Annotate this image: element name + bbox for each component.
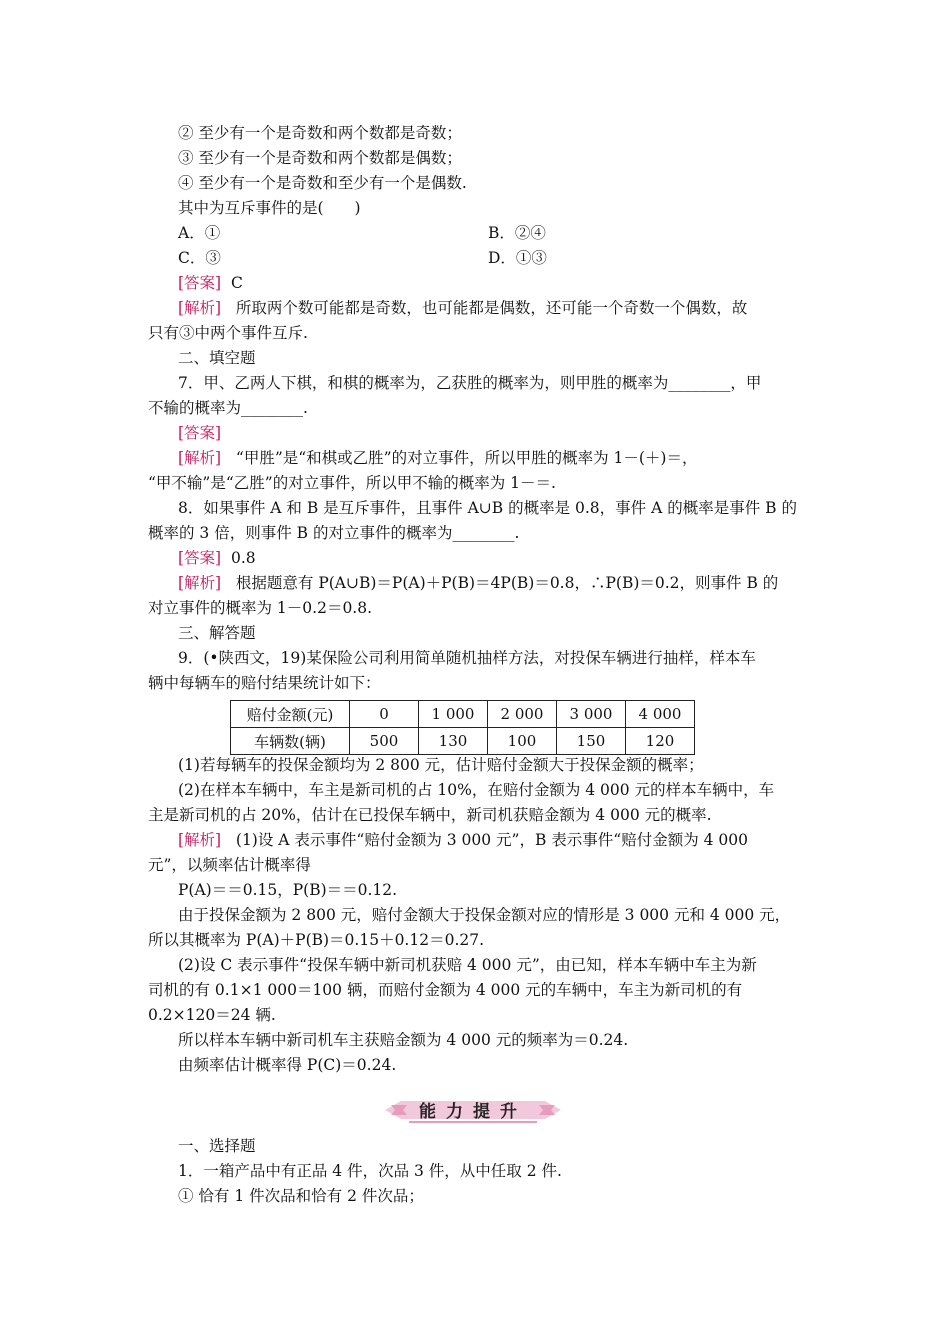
question-9-analysis-line-1 [178, 829, 748, 851]
table-cell: 车辆数(辆) [231, 728, 350, 755]
question-6-analysis-line-1 [178, 297, 747, 319]
table-cell: 4 000 [626, 701, 695, 728]
analysis-tag: [解析] [178, 574, 222, 592]
question-6-item-3: ③ 至少有一个是奇数和两个数都是偶数； [178, 149, 462, 167]
question-9-line-1: 9．(•陕西文，19)某保险公司利用简单随机抽样方法，对投保车辆进行抽样，样本车 [178, 649, 756, 667]
question-9-analysis-line-10: 由频率估计概率得 P(C)＝0.24. [178, 1056, 397, 1074]
analysis-tag: [解析] [178, 831, 222, 849]
question-9-part-2-line-2: 主是新司机的占 20%，估计在已投保车辆中，新司机获赔金额为 4 000 元的概率. [148, 806, 712, 824]
table-cell: 500 [350, 728, 419, 755]
question-6-option-b: B．②④ [488, 224, 546, 242]
table-cell: 130 [419, 728, 488, 755]
analysis-text: (1)设 A 表示事件“赔付金额为 3 000 元”，B 表示事件“赔付金额为 4 000 [235, 831, 749, 849]
question-8-line-1: 8．如果事件 A 和 B 是互斥事件，且事件 A∪B 的概率是 0.8，事件 A 的概率是事件 B 的 [178, 499, 797, 517]
question-6-option-a: A．① [178, 224, 221, 242]
table-cell: 120 [626, 728, 695, 755]
question-9-part-2-line-1: (2)在样本车辆中，车主是新司机的占 10%，在赔付金额为 4 000 元的样本车辆中，车 [178, 781, 775, 799]
analysis-text: 所取两个数可能都是奇数，也可能都是偶数，还可能一个奇数一个偶数，故 [235, 299, 748, 317]
table-cell: 赔付金额(元) [231, 701, 350, 728]
answer-tag: [答案] [178, 274, 222, 292]
analysis-text: “甲胜”是“和棋或乙胜”的对立事件，所以甲胜的概率为 1－(＋)＝， [235, 449, 698, 467]
question-9-analysis-line-5: 所以其概率为 P(A)＋P(B)＝0.15＋0.12＝0.27. [148, 931, 485, 949]
question-9-line-2: 辆中每辆车的赔付结果统计如下： [148, 674, 381, 692]
question-9-analysis-line-3: P(A)＝＝0.15，P(B)＝＝0.12. [178, 881, 398, 899]
table-row [231, 728, 695, 755]
question-9-analysis-line-6: (2)设 C 表示事件“投保车辆中新司机获赔 4 000 元”，由已知，样本车辆中车主为新 [178, 956, 757, 974]
table-cell: 0 [350, 701, 419, 728]
question-7-analysis-line-1 [178, 447, 697, 469]
question-6-option-c: C．③ [178, 249, 221, 267]
table-cell: 100 [488, 728, 557, 755]
question-9-analysis-line-2: 元”，以频率估计概率得 [148, 856, 311, 874]
question-9-analysis-line-9: 所以样本车辆中新司机车主获赔金额为 4 000 元的频率为＝0.24. [178, 1031, 629, 1049]
section-problems: 三、解答题 [178, 624, 256, 642]
answer-value: C [230, 274, 243, 292]
question-7-line-2: 不输的概率为________. [148, 399, 308, 417]
question-6-prompt: 其中为互斥事件的是( ) [178, 199, 361, 217]
question-6-item-4: ④ 至少有一个是奇数和至少有一个是偶数. [178, 174, 467, 192]
analysis-tag: [解析] [178, 449, 222, 467]
section-multiple-choice: 一、选择题 [178, 1137, 256, 1155]
question-6-item-2: ② 至少有一个是奇数和两个数都是奇数； [178, 124, 462, 142]
question-6-analysis-line-2: 只有③中两个事件互斥. [148, 324, 308, 342]
payout-table [230, 700, 695, 755]
question-6-option-d: D．①③ [488, 249, 547, 267]
table-cell: 1 000 [419, 701, 488, 728]
question-9-part-1: (1)若每辆车的投保金额均为 2 800 元，估计赔付金额大于投保金额的概率； [178, 756, 704, 774]
table-cell: 3 000 [557, 701, 626, 728]
next-question-1-item-1: ① 恰有 1 件次品和恰有 2 件次品； [178, 1187, 424, 1205]
answer-tag: [答案] [178, 549, 222, 567]
question-8-line-2: 概率的 3 倍，则事件 B 的对立事件的概率为________. [148, 524, 520, 542]
banner-title: 能力提升 [419, 1102, 527, 1122]
next-question-1-line-1: 1．一箱产品中有正品 4 件，次品 3 件，从中任取 2 件. [178, 1162, 562, 1180]
question-9-analysis-line-7: 司机的有 0.1×1 000＝100 辆，而赔付金额为 4 000 元的车辆中，车主为新司机的有 [148, 981, 743, 999]
question-9-analysis-line-8: 0.2×120＝24 辆. [148, 1006, 276, 1024]
question-7-answer [178, 422, 221, 444]
section-banner [383, 1093, 563, 1127]
question-7-line-1: 7．甲、乙两人下棋，和棋的概率为，乙获胜的概率为，则甲胜的概率为________，甲 [178, 374, 762, 392]
question-6-answer [178, 272, 243, 294]
question-8-analysis-line-2: 对立事件的概率为 1－0.2＝0.8. [148, 599, 373, 617]
analysis-tag: [解析] [178, 299, 222, 317]
question-7-analysis-line-2: “甲不输”是“乙胜”的对立事件，所以甲不输的概率为 1－＝. [148, 474, 556, 492]
question-8-analysis-line-1 [178, 572, 778, 594]
table-cell: 150 [557, 728, 626, 755]
question-8-answer [178, 547, 256, 569]
section-fill-in: 二、填空题 [178, 349, 256, 367]
answer-value: 0.8 [230, 549, 256, 567]
table-cell: 2 000 [488, 701, 557, 728]
table-row [231, 701, 695, 728]
question-9-analysis-line-4: 由于投保金额为 2 800 元，赔付金额大于投保金额对应的情形是 3 000 元和 4 000 元， [178, 906, 791, 924]
analysis-text: 根据题意有 P(A∪B)＝P(A)＋P(B)＝4P(B)＝0.8，∴P(B)＝0.2，则事件 B 的 [235, 574, 779, 592]
answer-tag: [答案] [178, 424, 222, 442]
